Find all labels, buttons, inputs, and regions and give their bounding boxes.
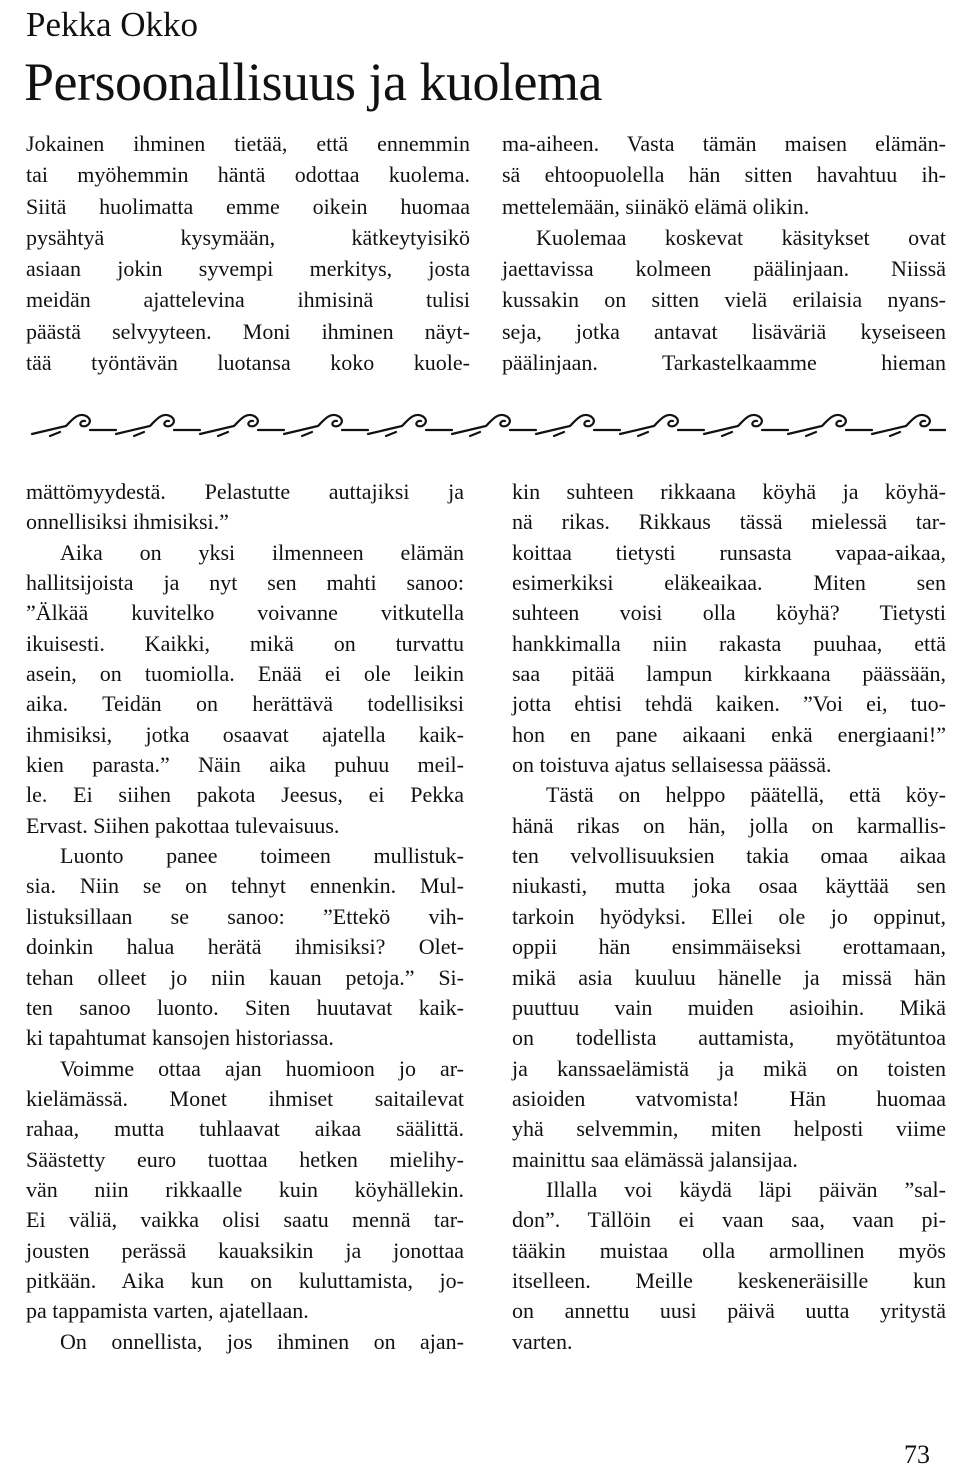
- text-line: ihmisiksi, jotka osaavat ajatella kaik-: [26, 721, 464, 747]
- ornament-swash: [50, 432, 60, 436]
- column-top-left: [26, 128, 470, 378]
- text-line: hon en pane aikaani enkä energiaani!”: [512, 721, 946, 747]
- text-line: pysähtyä kysymään, kätkeytyisikö: [26, 224, 470, 250]
- ornament-wave-segment: [32, 415, 116, 434]
- text-line: pa tappamista varten, ajatellaan.: [26, 1298, 309, 1324]
- text-line: vän niin rikkaalle kuin köyhällekin.: [26, 1176, 464, 1202]
- text-line: Säästetty euro tuottaa hetken mielihy-: [26, 1146, 464, 1172]
- text-line: mättömyydestä. Pelastutte auttajiksi ja: [26, 479, 464, 504]
- text-line: Jokainen ihminen tietää, että ennemmin: [26, 131, 470, 156]
- text-line: asiaan jokin syvempi merkitys, josta: [26, 256, 470, 282]
- text-line: Aika on yksi ilmenneen elämän: [60, 539, 464, 565]
- page-number: 73: [904, 1440, 930, 1469]
- text-line: yhä selvemmin, miten helposti viime: [512, 1116, 946, 1142]
- ornament-wave-segment: [368, 415, 452, 434]
- text-line: koittaa tietysti runsasta vapaa-aikaa,: [512, 539, 946, 565]
- ornament-wave-segment: [536, 415, 620, 434]
- text-line: On onnellista, jos ihminen on ajan-: [60, 1328, 464, 1354]
- text-line: on toistuva ajatus sellaisessa päässä.: [512, 752, 832, 778]
- ornament-swash: [134, 432, 144, 436]
- text-line: Illalla voi käydä läpi päivän ”sal-: [546, 1176, 946, 1202]
- ornament-wave-segment: [284, 415, 368, 434]
- text-line: mettelemään, siinäkö elämä olikin.: [502, 193, 810, 219]
- wave-scroll-divider: [26, 408, 946, 442]
- ornament-swash: [302, 432, 312, 436]
- text-line: hankkimalla niin rakasta puuhaa, että: [512, 630, 946, 656]
- text-line: päälinjaan. Tarkastelkaamme hieman: [502, 350, 946, 376]
- text-line: ma-aiheen. Vasta tämän maisen elämän-: [502, 131, 946, 156]
- text-line: aika. Teidän on herättävä todellisiksi: [26, 691, 464, 717]
- text-line: Kuolemaa koskevat käsitykset ovat: [536, 224, 946, 250]
- column-bottom-right: [512, 477, 946, 1357]
- text-line: saa pitää lampun kirkkaana päässään,: [512, 661, 946, 687]
- text-line: ja kanssaelämistä ja mikä on toisten: [512, 1055, 946, 1081]
- text-line: jotta ehtisi tehdä kaiken. ”Voi ei, tuo-: [512, 691, 946, 717]
- text-line: listuksillaan se sanoo: ”Ettekö vih-: [26, 903, 464, 929]
- text-line: Ervast. Siihen pakottaa tulevaisuus.: [26, 812, 340, 838]
- text-line: päästä selvyyteen. Moni ihminen näyt-: [26, 318, 470, 344]
- text-line: kin suhteen rikkaana köyhä ja köyhä-: [512, 479, 946, 504]
- text-line: jaettavissa kolmeen päälinjaan. Niissä: [502, 256, 946, 282]
- text-line: nä rikas. Rikkaus tässä mielessä tar-: [512, 509, 946, 535]
- text-line: Tästä on helppo päätellä, että köy-: [546, 782, 946, 808]
- text-line: on todellista auttamista, myötätuntoa: [512, 1025, 946, 1051]
- text-line: meidän ajattelevina ihmisinä tulisi: [26, 287, 470, 313]
- ornament-swash: [386, 432, 396, 436]
- text-line: mikä asia kuuluu hänelle ja missä hän: [512, 964, 946, 990]
- text-line: Siitä huolimatta emme oikein huomaa: [26, 193, 470, 219]
- text-line: niukasti, mutta joka osaa käyttää sen: [512, 873, 946, 899]
- text-line: esimerkiksi eläkeaikaa. Miten sen: [512, 570, 946, 596]
- text-line: asein, on tuomiolla. Enää ei ole leikin: [26, 661, 464, 687]
- text-line: on annettu uusi päivä uutta yritystä: [512, 1298, 946, 1324]
- ornament-swash: [722, 432, 732, 436]
- article-title: Persoonallisuus ja kuolema: [24, 52, 602, 112]
- text-line: hänä rikas on hän, jolla on karmallis-: [512, 812, 946, 838]
- text-line: Voimme ottaa ajan huomioon jo ar-: [60, 1055, 464, 1081]
- text-line: sia. Niin se on tehnyt ennenkin. Mul-: [26, 873, 464, 899]
- text-line: ”Älkää kuvitelko voivanne vitkutella: [26, 600, 464, 626]
- text-line: don”. Tällöin ei vaan saa, vaan pi-: [512, 1207, 946, 1233]
- text-line: onnellisiksi ihmisiksi.”: [26, 509, 229, 535]
- ornament-wave-segment: [200, 415, 284, 434]
- ornament-swash: [890, 432, 900, 436]
- ornament-wave-segment: [872, 415, 946, 434]
- text-line: kien parasta.” Näin aika puhuu meil-: [26, 752, 464, 778]
- text-line: sä ehtoopuolella hän sitten havahtuu ih-: [502, 162, 946, 188]
- text-line: kielämässä. Monet ihmiset saitailevat: [26, 1085, 464, 1111]
- ornament-swash: [806, 432, 816, 436]
- text-line: varten.: [512, 1328, 573, 1354]
- text-line: tää työntävän luotansa koko kuole-: [26, 350, 470, 376]
- ornament-swash: [218, 432, 228, 436]
- text-line: rahaa, mutta tuhlaavat aikaa säälittä.: [26, 1116, 464, 1142]
- text-line: ten sanoo luonto. Siten huutavat kaik-: [26, 994, 464, 1020]
- ornament-swash: [470, 432, 480, 436]
- text-line: Ei väliä, vaikka olisi saatu mennä tar-: [26, 1207, 464, 1233]
- column-top-right: [502, 128, 946, 378]
- text-line: hallitsijoista ja nyt sen mahti sanoo:: [26, 570, 464, 596]
- text-line: tääkin muistaa olla armollinen myös: [512, 1237, 946, 1263]
- ornament-wave-segment: [704, 415, 788, 434]
- ornament-wave-segment: [620, 415, 704, 434]
- ornament-wave-segment: [452, 415, 536, 434]
- text-line: oppii hän ensimmäiseksi erottamaan,: [512, 934, 946, 960]
- text-line: seja, jotka antavat lisäväriä kyseiseen: [502, 318, 946, 344]
- text-line: kussakin on sitten vielä erilaisia nyans-: [502, 287, 946, 313]
- text-line: suhteen voisi olla köyhä? Tietysti: [512, 600, 946, 626]
- text-line: puuttuu vain muiden asioihin. Mikä: [512, 994, 946, 1020]
- text-line: le. Ei siihen pakota Jeesus, ei Pekka: [26, 782, 464, 808]
- text-line: itselleen. Meille keskeneräisille kun: [512, 1267, 946, 1293]
- ornament-swash: [554, 432, 564, 436]
- ornament-wave-segment: [788, 415, 872, 434]
- ornament-wave-segment: [116, 415, 200, 434]
- author-name: Pekka Okko: [26, 5, 199, 44]
- text-line: asioiden vatvomista! Hän huomaa: [512, 1085, 946, 1111]
- text-line: ikuisesti. Kaikki, mikä on turvattu: [26, 630, 464, 656]
- ornament-swash: [638, 432, 648, 436]
- text-line: tehan olleet jo niin kauan petoja.” Si-: [26, 964, 464, 990]
- text-line: jousten perässä kauaksikin ja jonottaa: [26, 1237, 464, 1263]
- text-line: ki tapahtumat kansojen historiassa.: [26, 1025, 334, 1051]
- text-line: tai myöhemmin häntä odottaa kuolema.: [26, 162, 470, 188]
- text-line: doinkin halua herätä ihmisiksi? Olet-: [26, 934, 464, 960]
- text-line: mainittu saa elämässä jalansijaa.: [512, 1146, 798, 1172]
- text-line: ten velvollisuuksien takia omaa aikaa: [512, 843, 946, 869]
- text-line: pitkään. Aika kun on kuluttamista, jo-: [26, 1267, 464, 1293]
- text-line: tarkoin hyödyksi. Ellei ole jo oppinut,: [512, 903, 946, 929]
- text-line: Luonto panee toimeen mullistuk-: [60, 843, 464, 869]
- column-bottom-left: [26, 477, 464, 1357]
